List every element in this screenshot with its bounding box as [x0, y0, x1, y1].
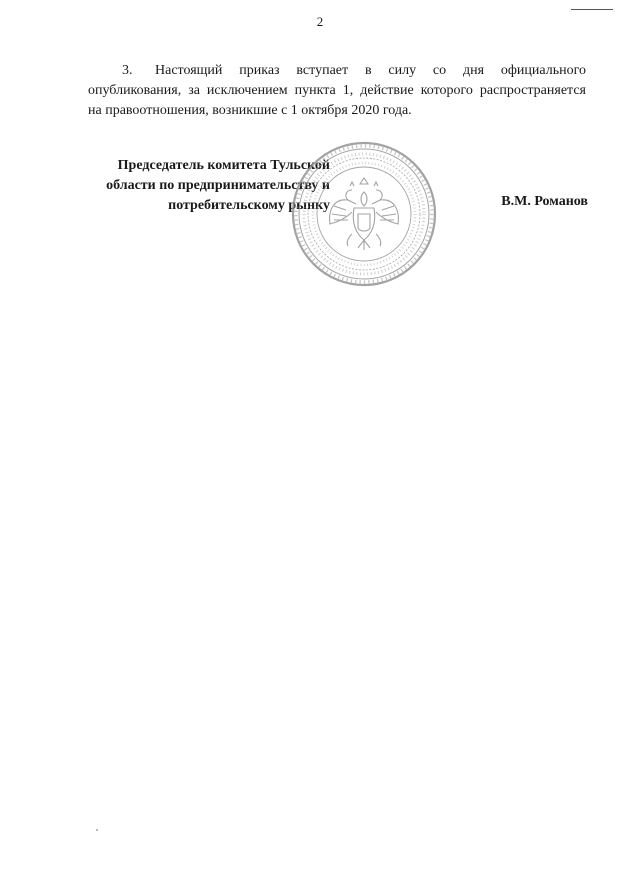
signatory-position-line-1: Председатель комитета Тульской — [117, 158, 330, 173]
official-seal-icon — [290, 140, 438, 288]
signatory-name: В.М. Романов — [501, 194, 588, 209]
paragraph-3 — [88, 61, 586, 121]
paragraph-line-1-text: Настоящий приказ вступает в силу со дня официального — [155, 63, 586, 78]
scan-mark-line — [571, 9, 613, 10]
paragraph-line-3: на правоотношения, возникшие с 1 октября 2020 года. — [88, 103, 412, 118]
page-number: 2 — [316, 14, 324, 29]
paragraph-number: 3. — [122, 63, 133, 78]
scan-speck — [96, 829, 98, 831]
signatory-position-line-3: потребительскому рынку — [168, 198, 330, 213]
paragraph-line-1 — [88, 61, 586, 81]
signatory-position-line-2: области по предпринимательству и — [106, 178, 330, 193]
paragraph-line-2: опубликования, за исключением пункта 1, действие которого распространяется — [88, 83, 586, 98]
